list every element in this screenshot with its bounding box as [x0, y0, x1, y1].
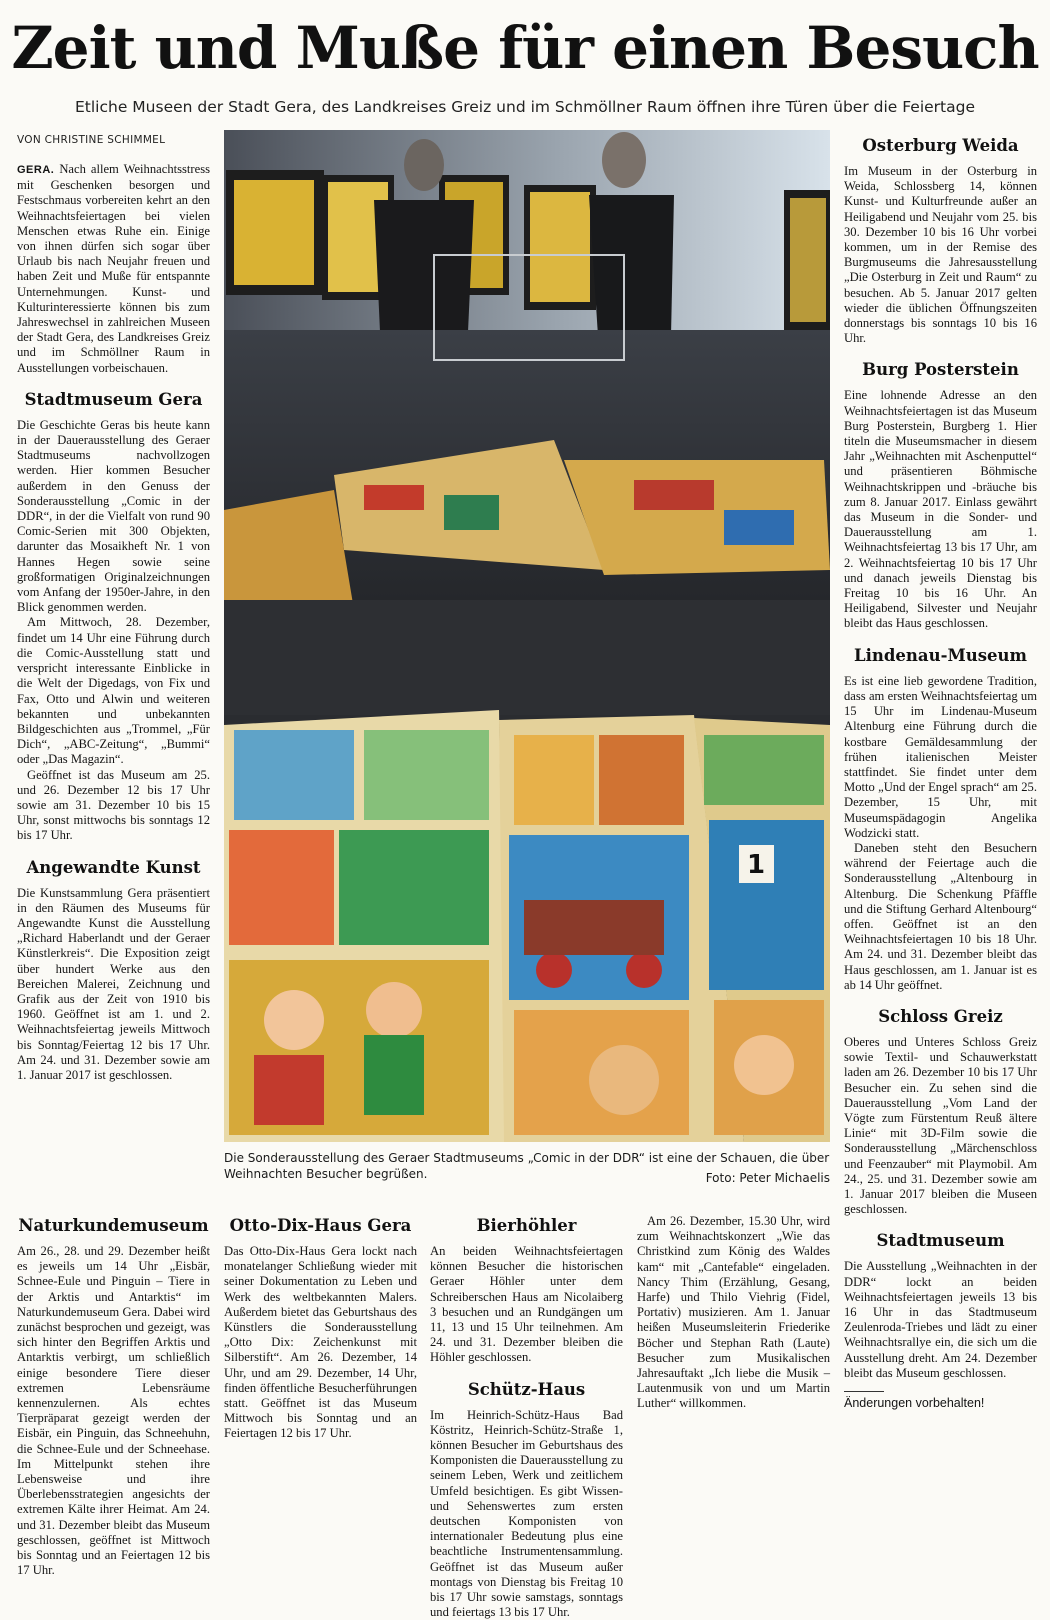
naturkundemuseum-p1: Am 26., 28. und 29. Dezember heißt es jeweils um 14 Uhr „Eisbär, Schnee-Eule und Pinguin – Tiere in der Arktis und Antarktis“ im Naturkundemuseum Gera. Dabei wird zunächst besprochen und gezeigt, was sich hinter den Begriffen Arktis und Antarktis verbirgt, um schließlich einige besondere Tiere dieser extremen Lebensräume kennenzulernen. Als echtes Tierpräparat gezeigt werden der Eisbär, ein Pinguin, das Schneehuhn, die Schnee-Eule und der Schneehase. Im Mittelpunkt stehen ihre Lebensweise und ihre Überlebensstrategien angesichts der extremen Kälte ihrer Heimat. Am 24. und 31. Dezember bleibt das Museum geschlossen, geöffnet ist Mittwoch bis Sonntag und an Feiertagen 12 bis 17 Uhr.: [17, 1244, 210, 1578]
dateline: GERA.: [17, 164, 55, 176]
section-title-angewandte-kunst: Angewandte Kunst: [26, 857, 201, 877]
section-title-naturkundemuseum: Naturkundemuseum: [18, 1216, 209, 1235]
comic-exhibition-illustration: [224, 130, 830, 1142]
lindenau-museum-p1: Es ist eine lieb gewordene Tradition, dass am ersten Weihnachtsfeiertag um 15 Uhr im Lindenau-Museum Altenburg eine Führung durch die kostbare Gemäldesammlung der frühen italienischen Meister stattfindet. Sie findet unter dem Motto „Und der Engel sprach“ am 25. Dezember, 15 Uhr, mit Museumspädagogin Angelika Wodzicki statt.: [844, 673, 1037, 840]
comic-panel-number: 1: [746, 850, 766, 880]
section-title-stadtmuseum: Stadtmuseum: [876, 1231, 1005, 1251]
lindenau-museum-p2: Daneben steht den Besuchern während der Feiertage auch die Sonderausstellung „Altenbourg in Altenburg. Die Schenkung Pfäffle und die Stiftung Gerhard Altenbourg“ offen. Geöffnet ist an den Weihnachtsfeiertagen 10 bis 18 Uhr. Am 24. und 31. Dezember bleibt das Haus geschlossen, am 1. Januar ist es ab 14 Uhr geöffnet.: [844, 840, 1037, 992]
section-title-schloss-greiz: Schloss Greiz: [878, 1006, 1003, 1026]
section-title-lindenau-museum: Lindenau-Museum: [854, 645, 1027, 665]
stadtmuseum-p1: Die Ausstellung „Weihnachten in der DDR“ lockt an beiden Weihnachtsfeiertagen jeweils 13 bis 16 Uhr in das Stadtmuseum Zeulenroda-Triebes und lädt zu einer Weihnachtsrallye ein, die sich um die Ausstellung dreht. Am 24. Dezember bleibt das Museum geschlossen.: [844, 1259, 1037, 1380]
bottom-column-3: [430, 1214, 623, 1620]
schuetz-haus-p2: Am 26. Dezember, 15.30 Uhr, wird zum Weihnachtskonzert „Wie das Christkind zum König des Waldes kam“ mit „Cantefable“ eingeladen. Nancy Thim (Erzählung, Gesang, Harfe) und Thilo Viehrig (Fidel, Portativ) musizieren. Am 1. Januar heißen Museumsleiterin Friederike Böcher und Stephan Rath (Laute) Besucher zum Musikalischen Jahresauftakt „Ich liebe die Musik – Lautenmusik von und um Martin Luther“ willkommen.: [637, 1214, 830, 1411]
bottom-column-4: [637, 1214, 830, 1564]
left-column: [17, 162, 210, 1202]
byline: VON CHRISTINE SCHIMMEL: [17, 134, 166, 146]
schuetz-haus-p1: Im Heinrich-Schütz-Haus Bad Köstritz, Heinrich-Schütz-Straße 1, können Besucher im Geburtshaus des Komponisten die Dauerausstellung zu seinem Leben, Werk und zeitlichem Umfeld besichtigen. Es gibt Wissen- und Sehenswertes zum ersten deutschen Komponisten von internationaler Bedeutung plus eine beachtliche Instrumentensammlung. Geöffnet ist das Museum außer montags von Dienstag bis Freitag 10 bis 17 Uhr sowie samstags, sonntags und feiertags 13 bis 17 Uhr.: [430, 1407, 623, 1620]
intro-paragraph: [17, 162, 210, 376]
caption-text: Die Sonderausstellung des Geraer Stadtmuseums „Comic in der DDR“ ist eine der Schauen, die über Weihnachten Besucher begrüßen.: [224, 1151, 830, 1181]
section-title-bierhoehler: Bierhöhler: [476, 1216, 577, 1235]
bierhoehler-p1: An beiden Weihnachtsfeiertagen können Besucher die historischen Geraer Höhler unter dem Schreiberschen Haus am Nicolaiberg 3 besuchen und an Rundgängen um 11, 13 und 15 Uhr teilnehmen. Am 24. und 31. Dezember bleiben die Höhler geschlossen.: [430, 1244, 623, 1365]
otto-dix-p1: Das Otto-Dix-Haus Gera lockt nach monatelanger Schließung wieder mit seiner Dokumentation zu Leben und Werk des weltbekannten Malers. Außerdem bietet das Geburtshaus des Künstlers die Sonderausstellung „Otto Dix: Zeichenkunst mit Silberstift“. Am 26. Dezember, 14 Uhr, und am 29. Dezember, 14 Uhr, finden öffentliche Besucherführungen statt. Geöffnet ist das Museum Mittwoch bis Sonntag und an Feiertagen 12 bis 17 Uhr.: [224, 1244, 417, 1441]
stadtmuseum-gera-p2: Am Mittwoch, 28. Dezember, findet um 14 Uhr eine Führung durch die Comic-Ausstellung statt und verspricht interessante Einblicke in die Welt der Digedags, von Fix und Fax, Otto und Alwin und weiteren bekannten und unbekannten Bildgeschichten aus „Trommel, „Für Dich“, „ABC-Zeitung“, „Bummi“ oder „Das Magazin“.: [17, 615, 210, 767]
exhibition-photo: [224, 130, 830, 1142]
photo-caption: [224, 1150, 830, 1190]
angewandte-kunst-p1: Die Kunstsammlung Gera präsentiert in den Räumen des Museums für Angewandte Kunst die Ausstellung „Richard Haberlandt und der Geraer Künstlerkreis“. Die Exposition zeigt über hundert Werke aus den Bereichen Malerei, Zeichnung und Grafik aus der Zeit von 1910 bis 1960. Geöffnet ist am 1. und 2. Weihnachtsfeiertag jeweils Mittwoch bis Sonntag/Feiertag 12 bis 17 Uhr. Am 24. und 31. Dezember sowie am 1. Januar 2017 ist geschlossen.: [17, 885, 210, 1082]
section-title-burg-posterstein: Burg Posterstein: [862, 360, 1019, 380]
burg-posterstein-p1: Eine lohnende Adresse an den Weihnachtsfeiertagen ist das Museum Burg Posterstein, Burgberg 1. Hier titeln die Museumsmacher in diesem Jahr „Weihnachten mit Aschenputtel“ und präsentieren Böhmische Weihnachtskrippen und -bräuche bis zum 8. Januar 2017. Einlass gewährt das Museum in die Sonder- und Dauerausstellung am 1. Weihnachtsfeiertag 13 bis 17 Uhr, am 2. Weihnachtsfeiertag 10 bis 17 Uhr und danach jeweils Dienstag bis Freitag 10 bis 16 Uhr. An Heiligabend, Silvester und Neujahr bleibt das Haus geschlossen.: [844, 388, 1037, 631]
headline: Zeit und Muße für einen Besuch: [11, 14, 1039, 82]
bottom-column-1: [17, 1214, 210, 1578]
section-title-osterburg-weida: Osterburg Weida: [862, 136, 1019, 155]
subheadline: Etliche Museen der Stadt Gera, des Landkreises Greiz und im Schmöllner Raum öffnen ihre Türen über die Feiertage: [75, 98, 975, 116]
section-title-otto-dix: Otto-Dix-Haus Gera: [229, 1216, 412, 1235]
bottom-column-2: [224, 1214, 417, 1564]
closing-note: Änderungen vorbehalten!: [844, 1391, 1037, 1411]
schloss-greiz-p1: Oberes und Unteres Schloss Greiz sowie Textil- und Schauwerkstatt laden am 26. Dezember 10 bis 17 Uhr Besucher ein. Zu sehen sind die Dauerausstellung „Vom Land der Vögte zum Fürstentum Reuß ältere Linie“ mit 3D-Film sowie die Sonderausstellung „Märchenschloss und Feenzauber“ mit Playmobil. Am 24., 25. und 31. Dezember sowie am 1. Januar 2017 bleiben die Museen geschlossen.: [844, 1034, 1037, 1217]
section-title-schuetz-haus: Schütz-Haus: [467, 1379, 586, 1399]
intro-text: Nach allem Weihnachtsstress mit Geschenken besorgen und Festschmaus vorbereiten kehrt an den Weihnachtsfeiertagen bei vielen Menschen etwas Ruhe ein. Einige von ihnen dürfen sich sogar über Urlaub bis nach Neujahr freuen und haben Zeit und Muße für entspannte Unternehmungen. Kunst- und Kulturinteressierte können bis zum Jahreswechsel in zahlreichen Museen der Stadt Gera, des Landkreises Greiz und im Schmöllner Raum in Ausstellungen vorbeischauen.: [17, 162, 210, 375]
stadtmuseum-gera-p1: Die Geschichte Geras bis heute kann in der Dauerausstellung des Geraer Stadtmuseums nachvollzogen werden. Hier kommen Besucher außerdem in den Genuss der Sonderausstellung „Comic in der DDR“, in der die Vielfalt von rund 90 Comic-Serien mit 300 Objekten, darunter das Mosaikheft Nr. 1 von Hannes Hegen sowie seine großformatigen Originalzeichnungen vom Anfang der 1950er-Jahre, in den Blick genommen werden.: [17, 417, 210, 615]
section-title-stadtmuseum-gera: Stadtmuseum Gera: [24, 389, 203, 409]
stadtmuseum-gera-p3: Geöffnet ist das Museum am 25. und 26. Dezember 12 bis 17 Uhr sowie am 31. Dezember 10 bis 15 Uhr, sonst mittwochs bis sonntags 12 bis 17 Uhr.: [17, 767, 210, 843]
right-column: [844, 134, 1037, 1564]
photo-credit: Foto: Peter Michaelis: [705, 1171, 830, 1185]
osterburg-weida-p1: Im Museum in der Osterburg in Weida, Schlossberg 14, können Kunst- und Kulturfreunde außer an Heiligabend und Neujahr vom 25. bis 30. Dezember 10 bis 16 Uhr vorbei kommen, um in der Remise des Burgmuseums die Jahresausstellung „Die Osterburg in Zeit und Raum“ zu besuchen. Ab 5. Januar 2017 gelten wieder die üblichen Öffnungszeiten donnerstags bis sonntags 10 bis 16 Uhr.: [844, 164, 1037, 346]
